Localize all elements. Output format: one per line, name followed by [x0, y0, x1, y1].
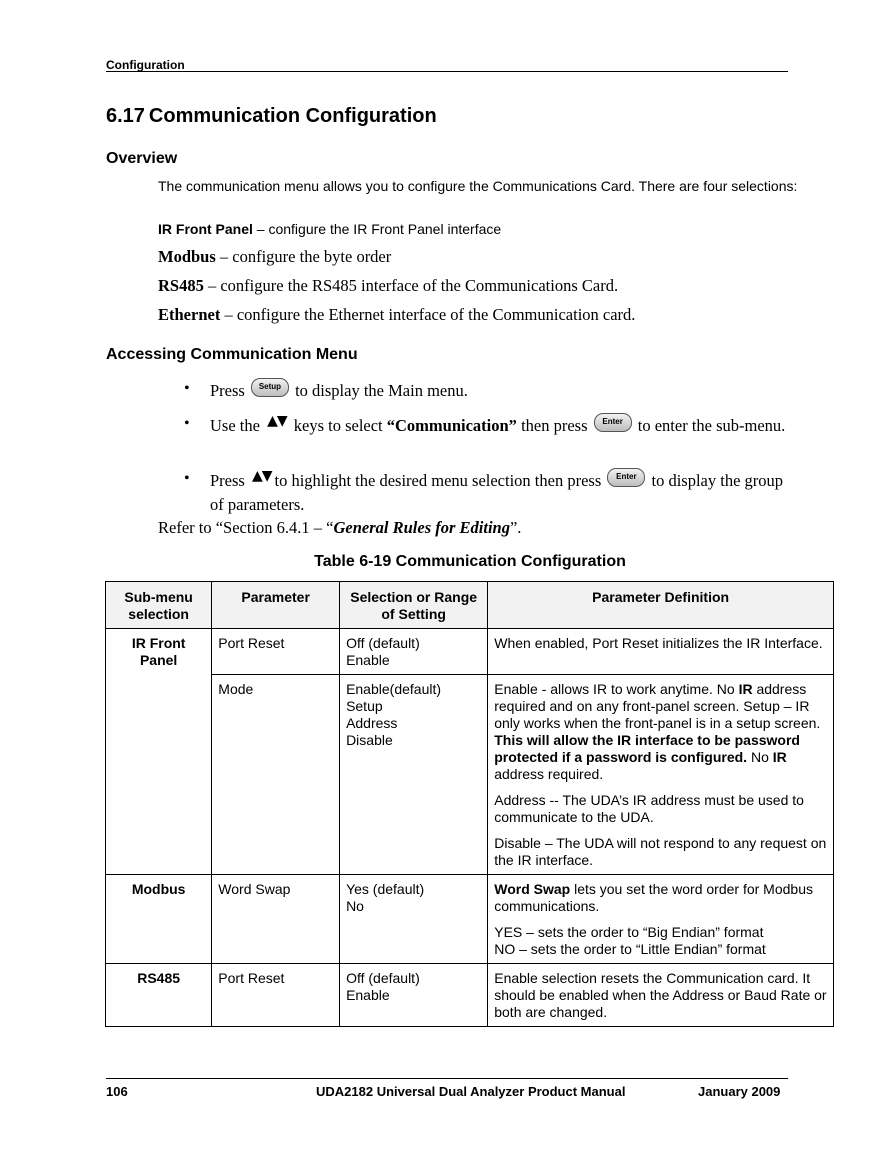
- bullet-text-part: Use the: [210, 416, 265, 435]
- selection-modbus: [158, 247, 391, 267]
- column-header: Selection or Range of Setting: [340, 582, 488, 629]
- setting-cell: [340, 675, 488, 875]
- bullet-text-part: keys to select: [289, 416, 387, 435]
- manual-title: UDA2182 Universal Dual Analyzer Product Manual: [316, 1084, 626, 1099]
- selection-desc: – configure the Ethernet interface of the Communication card.: [220, 305, 636, 324]
- setting-cell: [340, 875, 488, 964]
- setting-option: Off (default): [346, 970, 420, 986]
- setting-option: No: [346, 898, 364, 914]
- selection-ethernet: [158, 305, 635, 325]
- setup-key-icon: Setup: [251, 378, 289, 397]
- definition-paragraph: [494, 924, 827, 958]
- footer-date: January 2009: [698, 1084, 781, 1099]
- bullet-press-setup: [210, 380, 800, 404]
- definition-line: NO – sets the order to “Little Endian” format: [494, 941, 766, 957]
- definition-bold: IR: [738, 681, 753, 697]
- selection-name: Ethernet: [158, 305, 221, 324]
- refer-link-text: General Rules for Editing: [333, 518, 510, 537]
- bullet-text-part: to enter the sub-menu.: [633, 416, 786, 435]
- selection-ir-front-panel: [158, 221, 501, 237]
- bullet-glyph: •: [184, 415, 190, 432]
- definition-cell: [488, 875, 834, 964]
- definition-line: YES – sets the order to “Big Endian” format: [494, 924, 764, 940]
- definition-text: No: [747, 749, 773, 765]
- bullet-highlight-selection: [210, 470, 800, 515]
- definition-paragraph: Disable – The UDA will not respond to any request on the IR interface.: [494, 835, 827, 868]
- bullet-select-communication: [210, 415, 800, 439]
- definition-cell: When enabled, Port Reset initializes the IR Interface.: [488, 629, 834, 675]
- refer-text: Refer to “Section 6.4.1 – “: [158, 518, 334, 537]
- definition-text: Enable - allows IR to work anytime. No: [494, 681, 739, 697]
- communication-config-table: [105, 581, 834, 1027]
- setting-option: Off (default): [346, 635, 420, 651]
- setting-option: Yes (default): [346, 881, 425, 897]
- setting-option: Enable(default): [346, 681, 442, 697]
- submenu-cell: Modbus: [106, 875, 212, 964]
- definition-paragraph: [494, 681, 827, 783]
- definition-text: address required.: [494, 766, 604, 782]
- bullet-glyph: •: [184, 470, 190, 487]
- column-header: Sub-menu selection: [106, 582, 212, 629]
- definition-paragraph: Address -- The UDA’s IR address must be used to communicate to the UDA.: [494, 792, 804, 825]
- refer-line: [158, 518, 521, 538]
- column-header: Parameter: [212, 582, 340, 629]
- bullet-text-part: then press: [516, 416, 592, 435]
- enter-key-icon: Enter: [594, 413, 632, 432]
- selection-desc: – configure the IR Front Panel interface: [252, 221, 502, 237]
- refer-text: ”.: [509, 518, 522, 537]
- table-title: Table 6-19 Communication Configuration: [314, 553, 626, 570]
- definition-bold: IR: [772, 749, 787, 765]
- table-row: [106, 964, 834, 1027]
- definition-bold: Word Swap: [494, 881, 571, 897]
- section-title: 6.17 Communication Configuration: [106, 105, 437, 127]
- parameter-cell: Word Swap: [212, 875, 340, 964]
- definition-cell: [488, 675, 834, 875]
- column-header: Parameter Definition: [488, 582, 834, 629]
- definition-text: lets you set the word order for Modbus communications.: [494, 881, 813, 914]
- accessing-heading: Accessing Communication Menu: [106, 346, 358, 363]
- selection-name: RS485: [158, 276, 204, 295]
- overview-intro: The communication menu allows you to configure the Communications Card. There are four selections:: [158, 178, 798, 194]
- definition-text: address required and on any front-panel screen. Setup – IR only works when the front-panel is in a setup screen.: [494, 681, 821, 731]
- bullet-text-part: Press: [210, 471, 249, 490]
- page-number: 106: [106, 1084, 128, 1099]
- footer-rule: [106, 1078, 788, 1079]
- enter-key-icon: Enter: [607, 468, 645, 487]
- bullet-text-part: to display the group of parameters.: [210, 471, 784, 514]
- selection-name: Modbus: [158, 247, 216, 266]
- bullet-bold-term: “Communication”: [386, 416, 517, 435]
- header-rule: [106, 71, 788, 72]
- bullet-glyph: •: [184, 380, 190, 397]
- submenu-cell: IR Front Panel: [106, 629, 212, 875]
- table-row: [106, 675, 834, 875]
- parameter-cell: Mode: [212, 675, 340, 875]
- parameter-cell: Port Reset: [212, 964, 340, 1027]
- selection-rs485: [158, 276, 618, 296]
- table-row: [106, 629, 834, 675]
- setting-option: Enable: [346, 652, 390, 668]
- definition-cell: Enable selection resets the Communication card. It should be enabled when the Address or Baud Rate or both are changed.: [488, 964, 834, 1027]
- selection-desc: – configure the RS485 interface of the Communications Card.: [203, 276, 619, 295]
- table-row: [106, 875, 834, 964]
- setting-cell: [340, 629, 488, 675]
- selection-desc: – configure the byte order: [215, 247, 392, 266]
- definition-paragraph: [494, 881, 827, 915]
- setting-option: Address: [346, 715, 398, 731]
- setting-option: Disable: [346, 732, 393, 748]
- overview-heading: Overview: [106, 150, 178, 167]
- bullet-text-part: Press: [210, 381, 249, 400]
- running-header: Configuration: [106, 58, 185, 72]
- table-header-row: [106, 582, 834, 629]
- definition-bold: This will allow the IR interface to be password protected if a password is configured.: [494, 732, 800, 765]
- setting-option: Enable: [346, 987, 390, 1003]
- up-down-arrow-keys-icon: ▲▼: [251, 468, 272, 484]
- submenu-cell: RS485: [106, 964, 212, 1027]
- setting-cell: [340, 964, 488, 1027]
- bullet-text-part: to highlight the desired menu selection then press: [274, 471, 606, 490]
- bullet-text-part: to display the Main menu.: [290, 381, 468, 400]
- selection-name: IR Front Panel: [158, 221, 253, 237]
- parameter-cell: Port Reset: [212, 629, 340, 675]
- setting-option: Setup: [346, 698, 383, 714]
- up-down-arrow-keys-icon: ▲▼: [267, 413, 287, 429]
